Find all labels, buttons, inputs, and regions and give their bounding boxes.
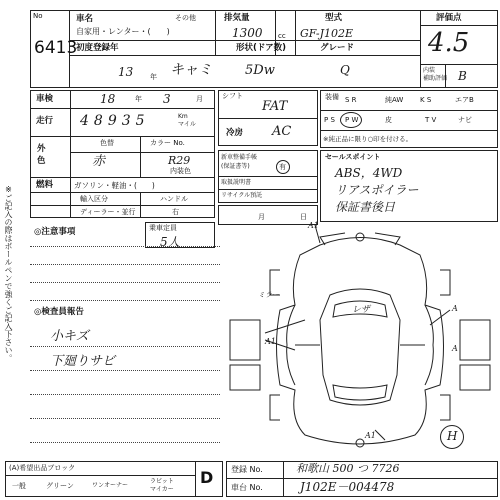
color-label: 外 色 [37,144,46,166]
interior-value: B [458,69,467,83]
displacement-unit: cc [278,32,286,40]
color-code-label: カラー No. [150,139,185,147]
sales-label: セールスポイント [325,153,381,161]
doors-value: 5Dw [245,63,275,78]
lot-label: No [33,12,43,20]
fuel-value: ガソリン・軽油・( ) [74,181,155,190]
color-value: 赤 [92,154,106,169]
handle-label: ハンドル [160,195,188,203]
diagram-mark-rear: A1 [365,431,376,440]
attention-label: ◎注意事項 [34,227,76,237]
chassis-label: 車台 No. [231,483,263,492]
diagram-mark-left: A1 [265,337,276,346]
manual-label: 新車整備手帳 (保証書等) [221,154,258,170]
option-ps: P S [324,116,335,124]
inspector-note-1: 小キズ [50,329,89,344]
other-label: その他 [175,14,196,22]
recycle-label: リサイクル預託 [221,192,263,199]
dealer-label: ディーラー・並行 [80,208,136,216]
diagram-mark-right: A [452,304,458,313]
option-aw: 純AW [385,96,404,104]
interior-color-label: 内装色 [170,167,191,175]
ac-value: AC [272,124,292,139]
model-value: GF-J102E [300,27,354,40]
displacement-label: 排気量 [224,13,250,23]
warranty-label: 取扱説明書 [221,179,252,186]
manual-value: 有 [279,163,286,171]
shaken-month-unit: 月 [196,95,203,103]
score-label: 評価点 [436,13,462,23]
reg-year-label: 初度登録年 [76,43,119,53]
option-leather: 皮 [385,116,392,124]
option-ks: K S [420,96,432,104]
block-value: D [200,468,214,487]
reg-label: 登録 No. [231,465,263,474]
options-title: 装備 [325,93,339,101]
reg-year-value: 13 [118,65,134,79]
model-label: 型式 [325,13,343,23]
chassis-value: J102E－004478 [300,480,395,494]
doors-label: 形状(ドア数) [236,43,287,53]
shift-value: FAT [262,99,288,114]
reg-value: 和歌山 500 つ 7726 [296,462,400,475]
displacement-value: 1300 [232,26,263,40]
shaken-year: 18 [100,92,116,106]
sales-point-1: ABS，4WD [335,166,403,180]
inspector-label: ◎検査員報告 [34,307,84,317]
grade-label: グレード [320,43,355,53]
sales-point-3: 保証書後日 [335,200,396,214]
option-airbag: エアB [455,96,474,104]
shift-label: シフト [222,92,243,100]
category-rabbit: ラビット マイカー [150,478,174,493]
diagram-mirror-note: ミラー [258,291,279,299]
use-label: 自家用・レンター・( ) [76,27,170,36]
transfer-day: 日 [300,213,307,221]
diagram-inner-note: レザ [352,305,371,315]
inspector-note-2: 下廻りサビ [50,354,116,369]
category-green: グリーン [46,482,74,490]
import-label: 輸入区分 [80,195,108,203]
interior-label: 内装 補助評価 [423,67,448,82]
h-mark: H [447,429,458,443]
capacity-value: 5人 [160,235,180,249]
mileage-value: 48935 [80,113,150,129]
reg-year-unit: 年 [150,73,157,81]
color-code-value: R29 [168,154,191,167]
side-note: ※ご記入の際はボールペンで強くご記入下さい。 [4,185,13,362]
grade-value: Q [340,63,350,77]
car-name-value: キャミ [170,62,212,78]
diagram-mark-right2: A [452,344,458,353]
car-name-label: 車名 [76,14,94,24]
handle-value: 右 [172,208,179,216]
option-sr: S R [345,96,357,104]
option-pw: P W [345,116,359,124]
fuel-label: 燃料 [36,180,54,190]
color-check: 色替 [100,139,114,147]
diagram-mark-top: A1 [308,221,319,230]
mileage-unit: Km マイル [178,113,196,128]
category-general: 一般 [12,482,26,490]
score-value: 4.5 [428,28,470,58]
shaken-month: 3 [163,92,171,106]
mileage-label: 走行 [36,116,54,126]
category-one-owner: ワンオーナー [92,482,129,489]
sales-point-2: リアスポイラー [335,183,419,197]
block-label: (A)希望出品ブロック [9,464,76,472]
capacity-label: 乗車定員 [149,224,177,232]
ac-label: 冷房 [226,128,244,138]
option-tv: T V [425,116,437,124]
options-note: ※純正品に限り○印を付ける。 [323,135,413,143]
shaken-year-unit: 年 [135,95,142,103]
option-navi: ナビ [458,116,472,124]
shaken-label: 車検 [36,94,54,104]
transfer-month: 月 [258,213,265,221]
lot-number: 6413 [34,38,78,58]
